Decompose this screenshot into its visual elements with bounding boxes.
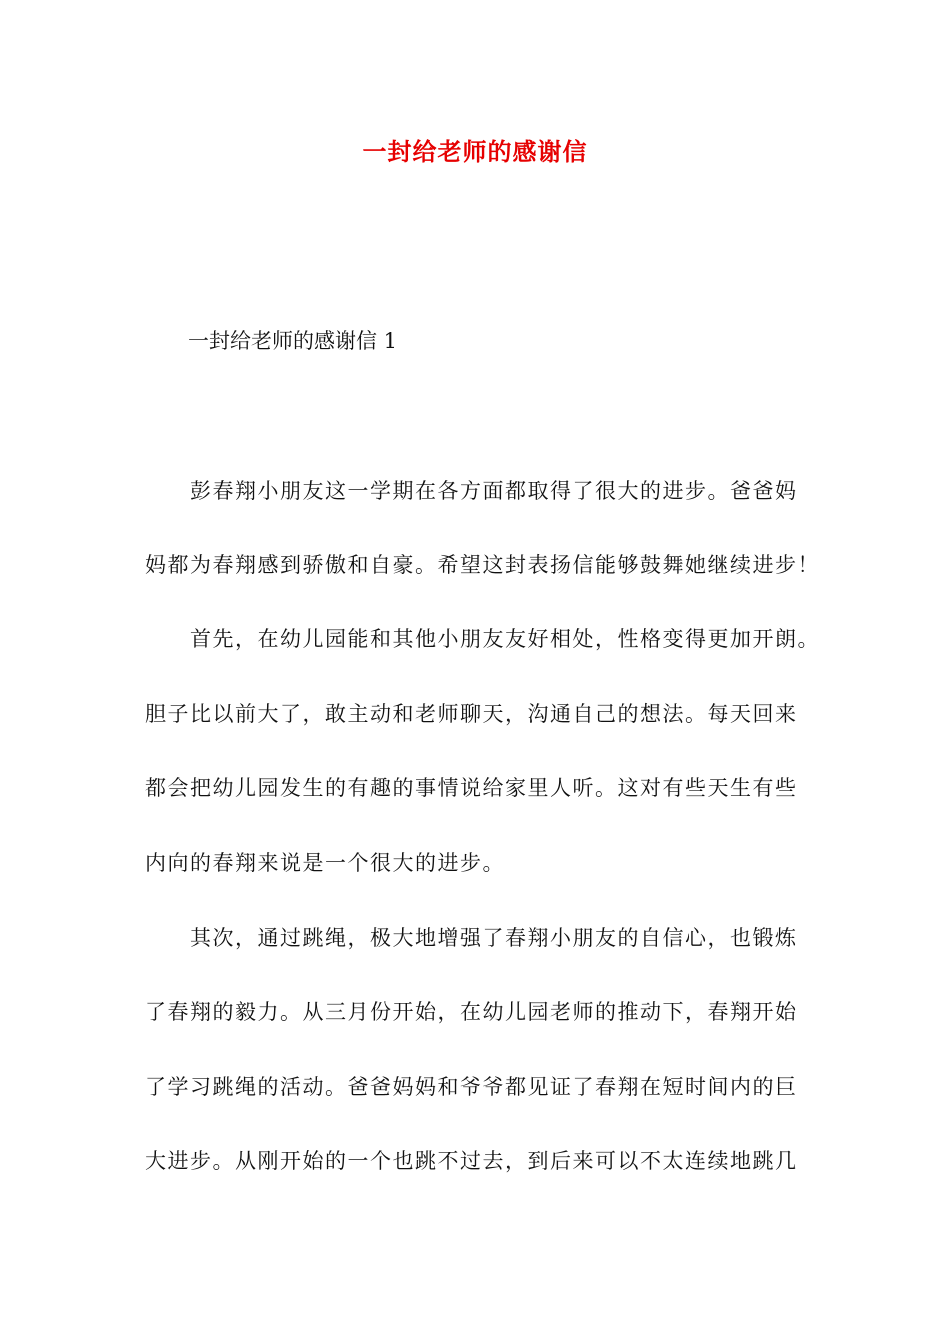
paragraph-line: 内向的春翔来说是一个很大的进步。 <box>145 851 505 875</box>
paragraph-line: 妈都为春翔感到骄傲和自豪。希望这封表扬信能够鼓舞她继续进步！ <box>145 553 820 577</box>
paragraph-line: 胆子比以前大了，敢主动和老师聊天，沟通自己的想法。每天回来 <box>145 702 798 726</box>
paragraph-line: 首先，在幼儿园能和其他小朋友友好相处，性格变得更加开朗。 <box>190 627 820 651</box>
paragraph-line: 了春翔的毅力。从三月份开始，在幼儿园老师的推动下，春翔开始 <box>145 1000 798 1024</box>
document-title: 一封给老师的感谢信 <box>362 137 588 166</box>
paragraph-line: 彭春翔小朋友这一学期在各方面都取得了很大的进步。爸爸妈 <box>190 479 798 503</box>
paragraph-line: 都会把幼儿园发生的有趣的事情说给家里人听。这对有些天生有些 <box>145 776 798 800</box>
paragraph-line: 其次，通过跳绳，极大地增强了春翔小朋友的自信心，也锻炼 <box>190 926 798 950</box>
paragraph-line: 大进步。从刚开始的一个也跳不过去，到后来可以不太连续地跳几 <box>145 1149 798 1173</box>
paragraph-line: 了学习跳绳的活动。爸爸妈妈和爷爷都见证了春翔在短时间内的巨 <box>145 1075 798 1099</box>
section-heading: 一封给老师的感谢信 1 <box>188 329 398 353</box>
